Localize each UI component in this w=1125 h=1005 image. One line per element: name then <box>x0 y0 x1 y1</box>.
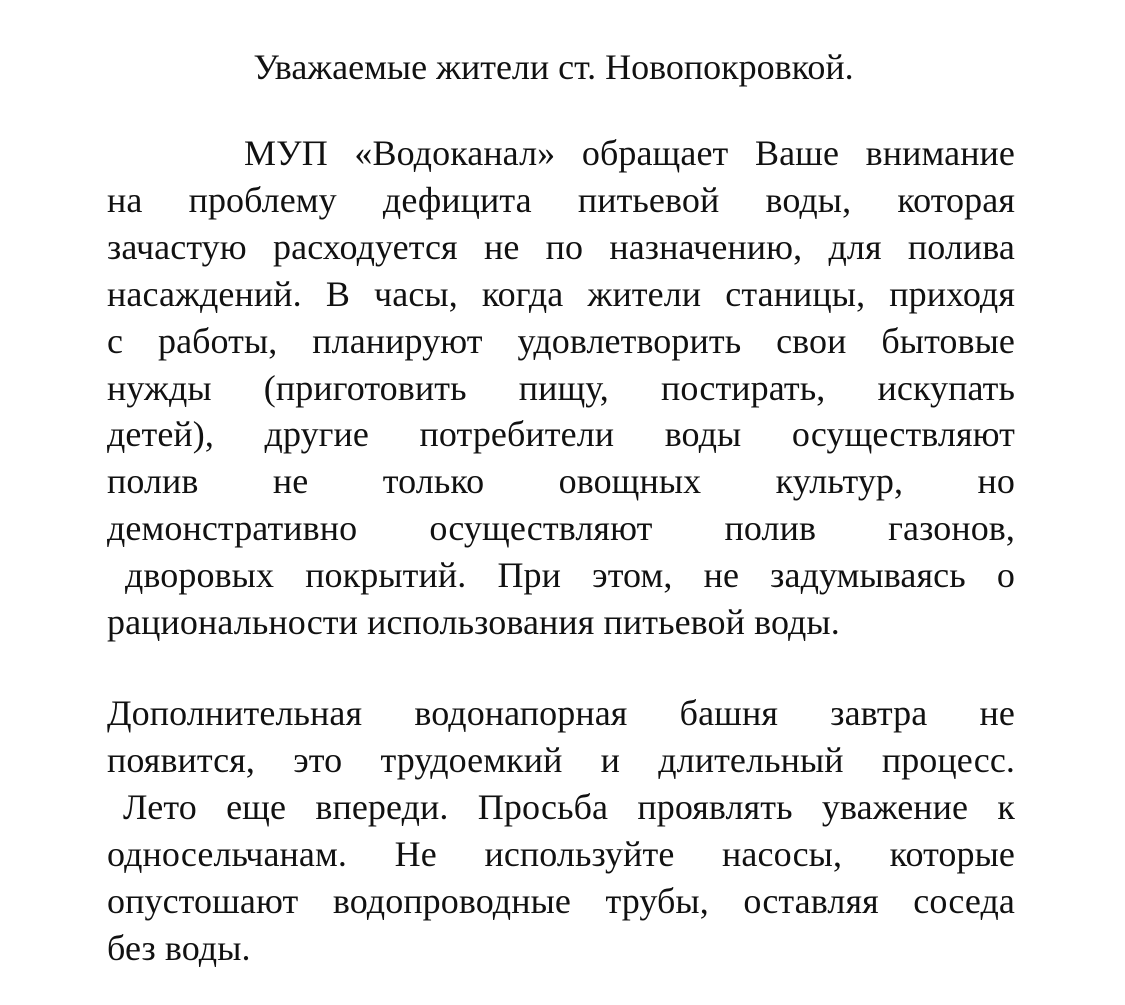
paragraph-line: нужды (приготовить пищу, постирать, искупать <box>107 367 1015 408</box>
paragraph-line: без воды. <box>107 927 251 968</box>
paragraph-line: рациональности использования питьевой воды. <box>107 602 840 643</box>
paragraph-line: МУП «Водоканал» обращает Ваше внимание <box>244 133 1015 173</box>
paragraph-line: опустошают водопроводные трубы, оставляя соседа <box>107 880 1015 921</box>
paragraph-line: Дополнительная водонапорная башня завтра не <box>107 693 1015 733</box>
paragraph-line: зачастую расходуется не по назначению, для полива <box>107 226 1015 267</box>
paragraph-line: полив не только овощных культур, но <box>107 461 1015 502</box>
document-title: Уважаемые жители ст. Новопокровкой. <box>253 47 854 87</box>
paragraph-line: детей), другие потребители воды осуществляют <box>107 414 1015 455</box>
paragraph-line: насаждений. В часы, когда жители станицы, приходя <box>107 273 1015 314</box>
paragraph-line: появится, это трудоемкий и длительный процесс. <box>107 739 1015 780</box>
paragraph-line: на проблему дефицита питьевой воды, которая <box>107 179 1015 220</box>
paragraph-water-deficit <box>107 130 1015 646</box>
paragraph-line-text: дворовых покрытий. При этом, не задумываясь о <box>125 555 1015 596</box>
paragraph-line-text: Лето еще впереди. Просьба проявлять уважение к <box>123 786 1015 827</box>
paragraph-line: с работы, планируют удовлетворить свои бытовые <box>107 320 1015 361</box>
paragraph-line-indented <box>107 552 1015 599</box>
paragraph-line: односельчанам. Не используйте насосы, которые <box>107 833 1015 874</box>
paragraph-line-indented <box>107 784 1015 831</box>
paragraph-line: демонстративно осуществляют полив газонов, <box>107 508 1015 549</box>
paragraph-water-tower <box>107 690 1015 971</box>
